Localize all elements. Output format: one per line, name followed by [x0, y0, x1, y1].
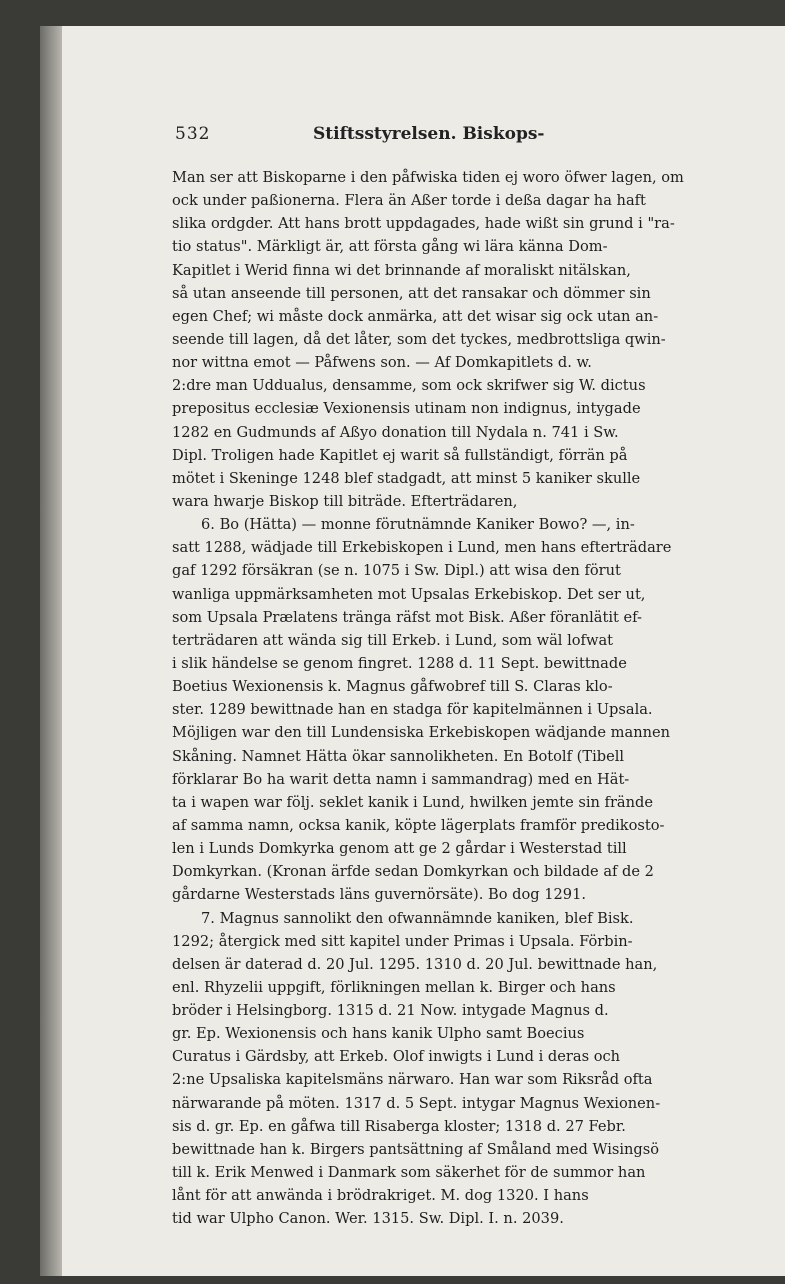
text-line: Domkyrkan. (Kronan ärfde sedan Domkyrkan och bildade af de 2 — [172, 863, 654, 881]
text-line: tio status". Märkligt är, att första gång wi lära känna Dom- — [172, 238, 608, 256]
text-line: prepositus ecclesiæ Vexionensis utinam non indignus, intygade — [172, 400, 641, 418]
text-line: seende till lagen, då det låter, som det tyckes, medbrottsliga qwin- — [172, 330, 666, 348]
text-line: af samma namn, ocksa kanik, köpte lägerplats framför predikosto- — [172, 816, 665, 834]
text-line: Curatus i Gärdsby, att Erkeb. Olof inwigts i Lund i deras och — [172, 1048, 621, 1066]
text-line: till k. Erik Menwed i Danmark som säkerhet för de summor han — [172, 1164, 646, 1182]
text-line: närwarande på möten. 1317 d. 5 Sept. intygar Magnus Wexionen- — [172, 1094, 661, 1112]
text-line: gaf 1292 försäkran (se n. 1075 i Sw. Dipl.) att wisa den förut — [172, 562, 621, 580]
text-line: satt 1288, wädjade till Erkebiskopen i Lund, men hans efterträdare — [172, 539, 672, 557]
text-line: tid war Ulpho Canon. Wer. 1315. Sw. Dipl. I. n. 2039. — [172, 1210, 564, 1228]
text-line: Skåning. Namnet Hätta ökar sannolikheten. En Botolf (Tibell — [172, 747, 625, 765]
text-line: ster. 1289 bewittnade han en stadga för kapitelmännen i Upsala. — [172, 701, 653, 719]
text-line: delsen är daterad d. 20 Jul. 1295. 1310 d. 20 Jul. bewittnade han, — [172, 955, 658, 973]
text-line: Kapitlet i Werid finna wi det brinnande af moraliskt nitälskan, — [172, 261, 631, 279]
text-line: sis d. gr. Ep. en gåfwa till Risaberga kloster; 1318 d. 27 Febr. — [172, 1117, 626, 1135]
text-line: 2:ne Upsaliska kapitelsmäns närwaro. Han war som Riksråd ofta — [172, 1071, 653, 1089]
page-number: 532 — [175, 124, 211, 144]
running-head: Stiftsstyrelsen. Biskops- — [313, 124, 545, 144]
text-line: 1282 en Gudmunds af Aßyo donation till Nydala n. 741 i Sw. — [172, 423, 619, 441]
text-line: Boetius Wexionensis k. Magnus gåfwobref till S. Claras klo- — [172, 678, 613, 696]
text-line: enl. Rhyzelii uppgift, förlikningen mellan k. Birger och hans — [172, 978, 616, 996]
text-line: egen Chef; wi måste dock anmärka, att det wisar sig ock utan an- — [172, 307, 659, 325]
text-line: 2:dre man Uddualus, densamme, som ock skrifwer sig W. dictus — [172, 377, 646, 395]
text-line: wara hwarje Biskop till biträde. Efterträdaren, — [172, 492, 518, 510]
text-line: 7. Magnus sannolikt den ofwannämnde kaniken, blef Bisk. — [201, 909, 634, 927]
body-text — [172, 166, 684, 1230]
text-line: gr. Ep. Wexionensis och hans kanik Ulpho samt Boecius — [172, 1025, 585, 1043]
text-line: gårdarne Westerstads läns guvernörsäte). Bo dog 1291. — [172, 886, 587, 904]
text-line: slika ordgder. Att hans brott uppdagades, hade wißt sin grund i "ra- — [172, 215, 675, 233]
text-line: lånt för att anwända i brödrakriget. M. dog 1320. I hans — [172, 1187, 589, 1205]
text-line: som Upsala Prælatens tränga räfst mot Bisk. Aßer föranlätit ef- — [172, 608, 642, 626]
text-line: bewittnade han k. Birgers pantsättning af Småland med Wisingsö — [172, 1140, 660, 1158]
text-line: så utan anseende till personen, att det ransakar och dömmer sin — [172, 284, 651, 302]
text-line: terträdaren att wända sig till Erkeb. i Lund, som wäl lofwat — [172, 631, 614, 649]
text-line: Man ser att Biskoparne i den påfwiska tiden ej woro öfwer lagen, om — [172, 169, 684, 186]
text-line: i slik händelse se genom fingret. 1288 d. 11 Sept. bewittnade — [172, 654, 627, 672]
text-line: nor wittna emot — Påfwens son. — Af Domkapitlets d. w. — [172, 354, 592, 372]
text-line: ta i wapen war följ. seklet kanik i Lund, hwilken jemte sin frände — [172, 793, 654, 811]
text-line: Möjligen war den till Lundensiska Erkebiskopen wädjande mannen — [172, 724, 671, 742]
text-line: bröder i Helsingborg. 1315 d. 21 Now. intygade Magnus d. — [172, 1002, 609, 1020]
text-line: Dipl. Troligen hade Kapitlet ej warit så fullständigt, förrän på — [172, 446, 628, 464]
text-line: len i Lunds Domkyrka genom att ge 2 gårdar i Westerstad till — [172, 840, 627, 858]
text-line: 1292; återgick med sitt kapitel under Primas i Upsala. Förbin- — [172, 932, 633, 950]
text-line: förklarar Bo ha warit detta namn i sammandrag) med en Hät- — [172, 770, 630, 788]
text-line: 6. Bo (Hätta) — monne förutnämnde Kaniker Bowo? —, in- — [201, 516, 635, 534]
book-spine-shadow — [40, 26, 62, 1276]
text-line: ock under paßionerna. Flera än Aßer torde i deßa dagar ha haft — [172, 192, 646, 210]
text-line: mötet i Skeninge 1248 blef stadgadt, att minst 5 kaniker skulle — [172, 469, 641, 487]
text-line: wanliga uppmärksamheten mot Upsalas Erkebiskop. Det ser ut, — [172, 585, 646, 603]
